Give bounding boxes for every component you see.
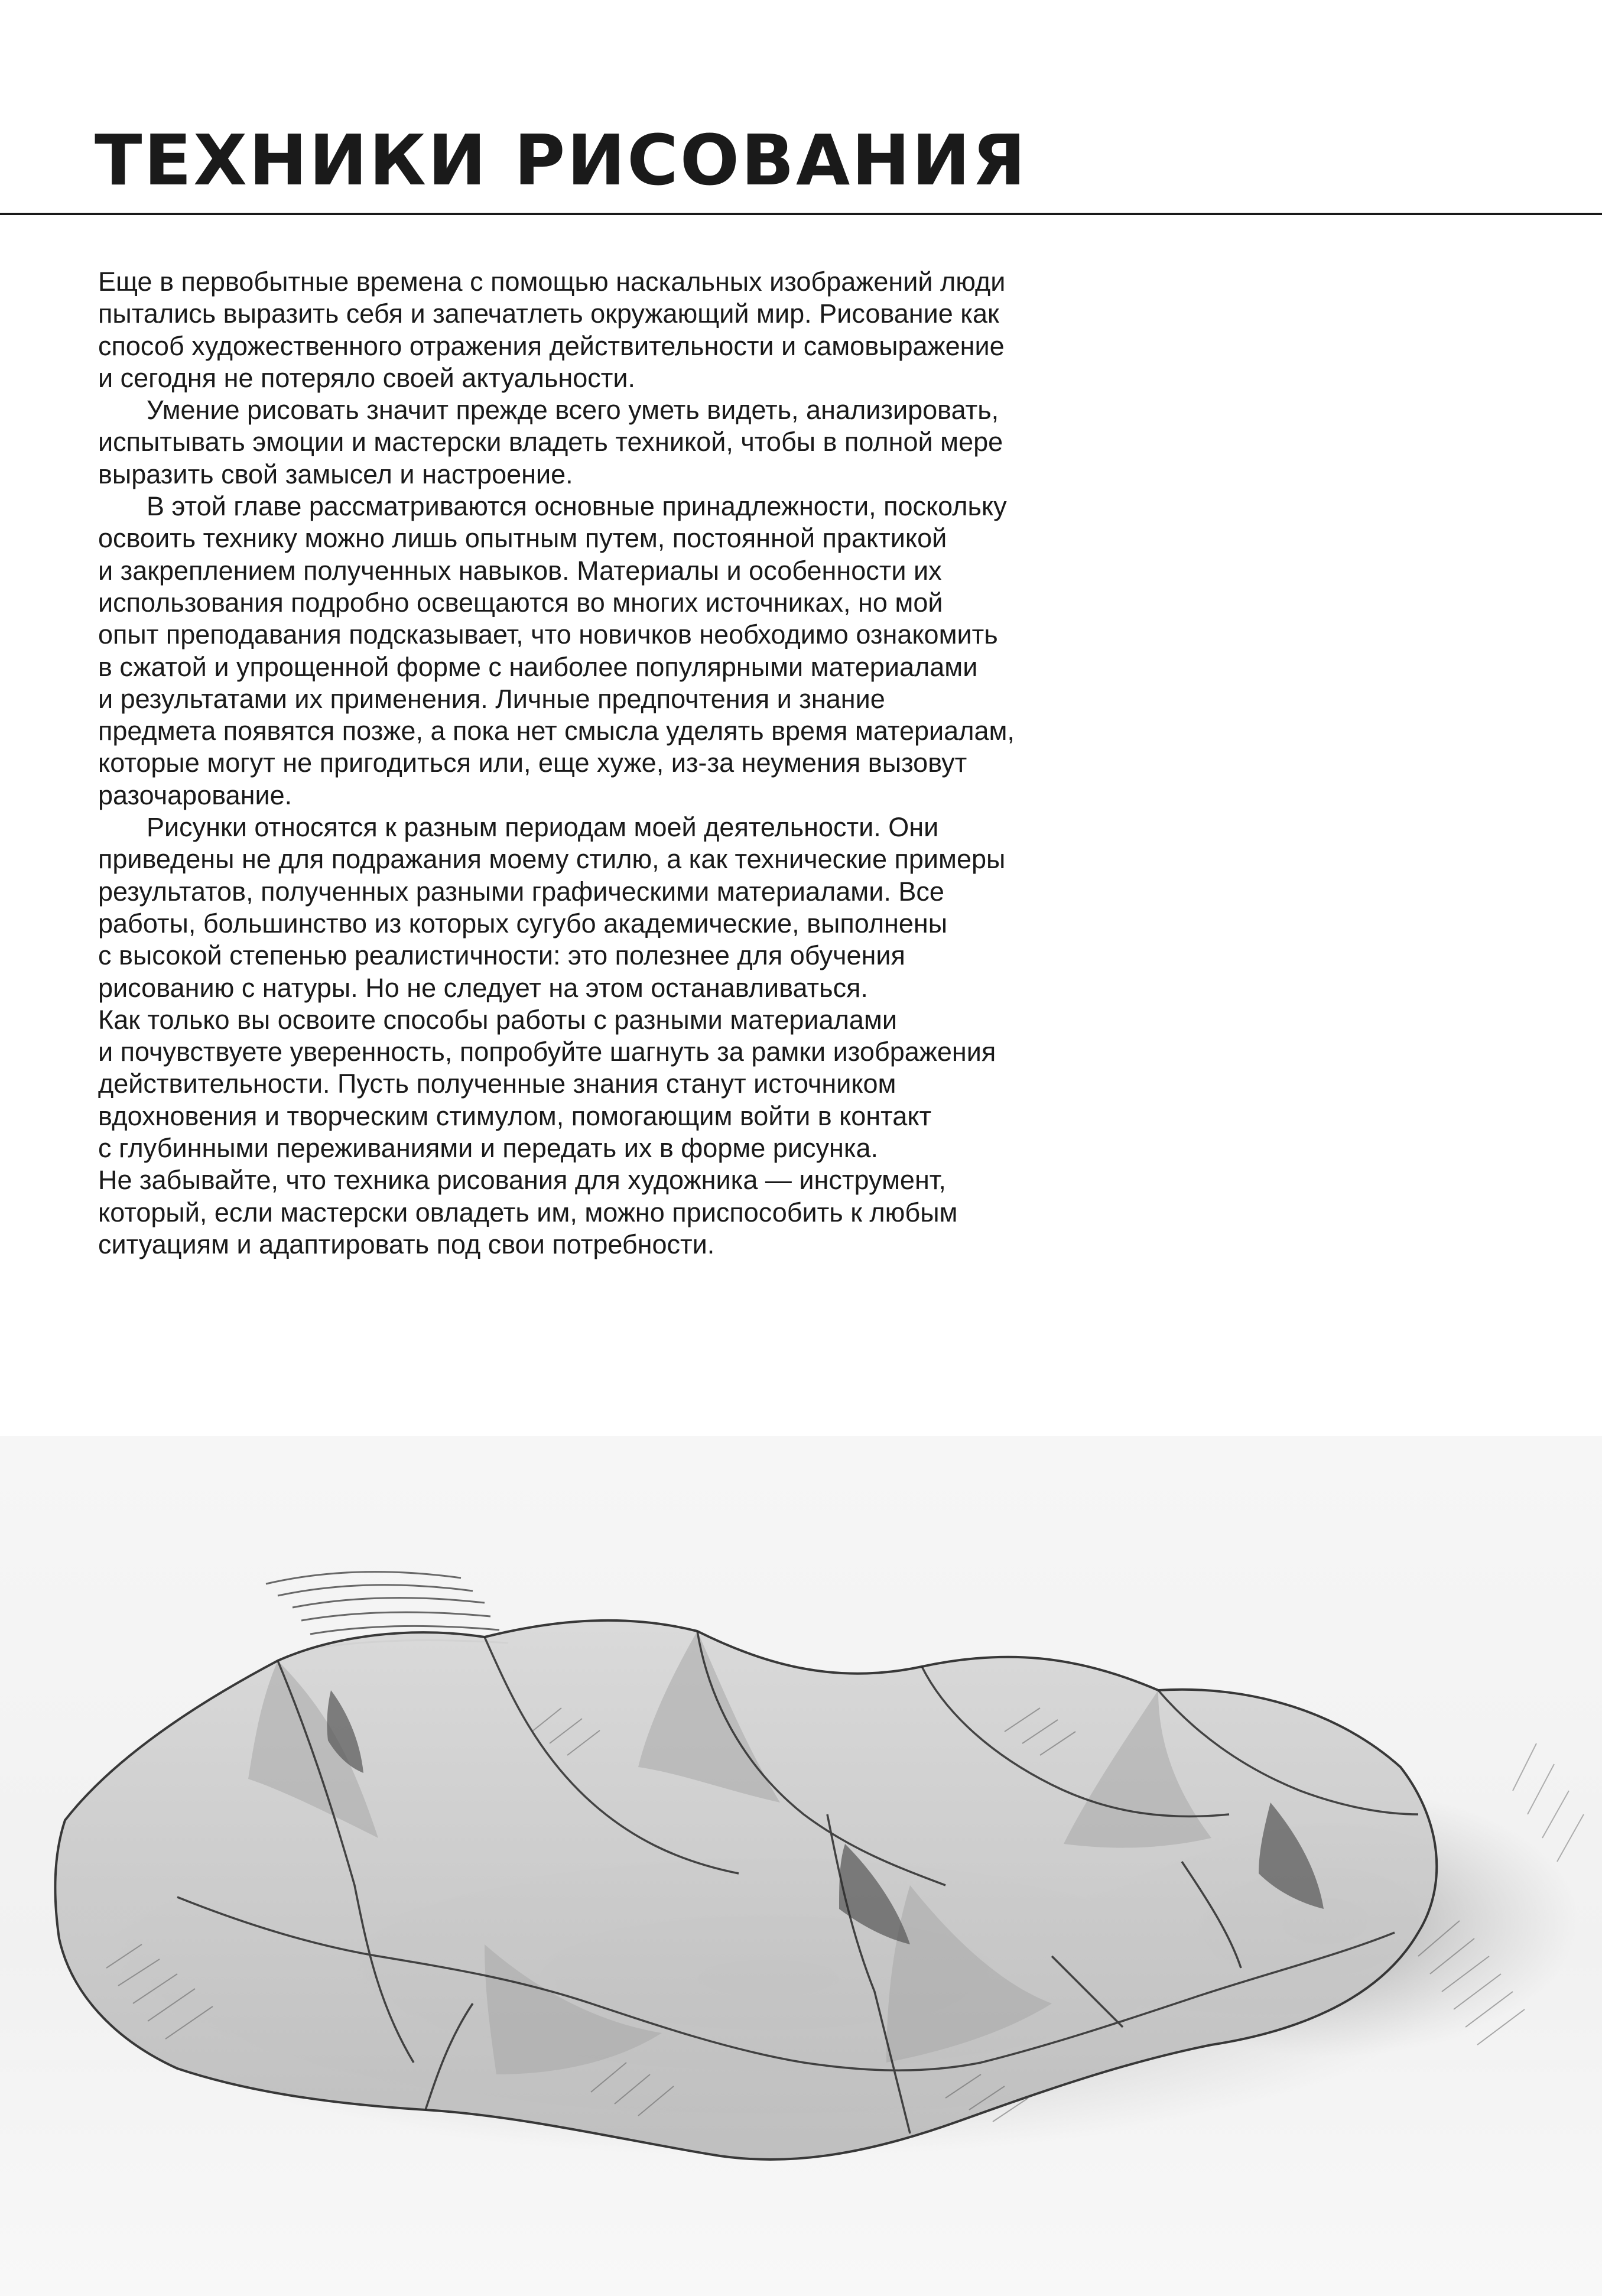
- text-line: выразить свой замысел и настроение.: [98, 459, 573, 489]
- text-line: который, если мастерски овладеть им, можно приспособить к любым: [98, 1197, 958, 1227]
- page-title: ТЕХНИКИ РИСОВАНИЯ: [95, 119, 1028, 201]
- text-line: и почувствуете уверенность, попробуйте шагнуть за рамки изображения: [98, 1037, 996, 1067]
- text-line: рисованию с натуры. Но не следует на этом останавливаться.: [98, 972, 868, 1003]
- text-line: предмета появятся позже, а пока нет смысла уделять время материалам,: [98, 716, 1015, 746]
- text-line: испытывать эмоции и мастерски владеть техникой, чтобы в полной мере: [98, 427, 1003, 457]
- text-line: с глубинными переживаниями и передать их в форме рисунка.: [98, 1133, 879, 1164]
- drapery-sketch-svg: [0, 1436, 1602, 2296]
- text-line: результатов, полученных разными графическими материалами. Все: [98, 876, 944, 907]
- text-line: с высокой степенью реалистичности: это полезнее для обучения: [98, 940, 905, 971]
- text-line: Умение рисовать значит прежде всего уметь видеть, анализировать,: [147, 395, 999, 426]
- drapery-drawing: [0, 1436, 1602, 2296]
- text-line: Не забывайте, что техника рисования для художника — инструмент,: [98, 1165, 946, 1196]
- text-line: приведены не для подражания моему стилю, а как технические примеры: [98, 844, 1006, 875]
- text-line: и сегодня не потеряло своей актуальности.: [98, 362, 635, 393]
- text-line: Как только вы освоите способы работы с разными материалами: [98, 1004, 897, 1035]
- body-text: [98, 266, 1079, 1261]
- text-line: Рисунки относятся к разным периодам моей деятельности. Они: [147, 812, 939, 843]
- text-line: использования подробно освещаются во многих источниках, но мой: [98, 587, 943, 618]
- text-line: вдохновения и творческим стимулом, помогающим войти в контакт: [98, 1100, 932, 1131]
- title-divider: [0, 213, 1602, 215]
- text-line: освоить технику можно лишь опытным путем, постоянной практикой: [98, 523, 947, 554]
- text-line: В этой главе рассматриваются основные принадлежности, поскольку: [147, 491, 1007, 522]
- text-line: ситуациям и адаптировать под свои потребности.: [98, 1229, 715, 1259]
- text-line: и закреплением полученных навыков. Материалы и особенности их: [98, 555, 942, 586]
- text-line: в сжатой и упрощенной форме с наиболее популярными материалами: [98, 651, 978, 682]
- text-line: пытались выразить себя и запечатлеть окружающий мир. Рисование как: [98, 298, 999, 329]
- text-line: способ художественного отражения действительности и самовыражение: [98, 330, 1005, 361]
- text-line: Еще в первобытные времена с помощью наскальных изображений люди: [98, 267, 1006, 297]
- text-line: и результатами их применения. Личные предпочтения и знание: [98, 683, 885, 714]
- text-line: которые могут не пригодиться или, еще хуже, из-за неумения вызовут: [98, 748, 967, 778]
- text-line: разочарование.: [98, 780, 293, 810]
- text-line: работы, большинство из которых сугубо академические, выполнены: [98, 908, 948, 938]
- text-line: действительности. Пусть полученные знания станут источником: [98, 1069, 896, 1099]
- text-line: опыт преподавания подсказывает, что новичков необходимо ознакомить: [98, 619, 998, 650]
